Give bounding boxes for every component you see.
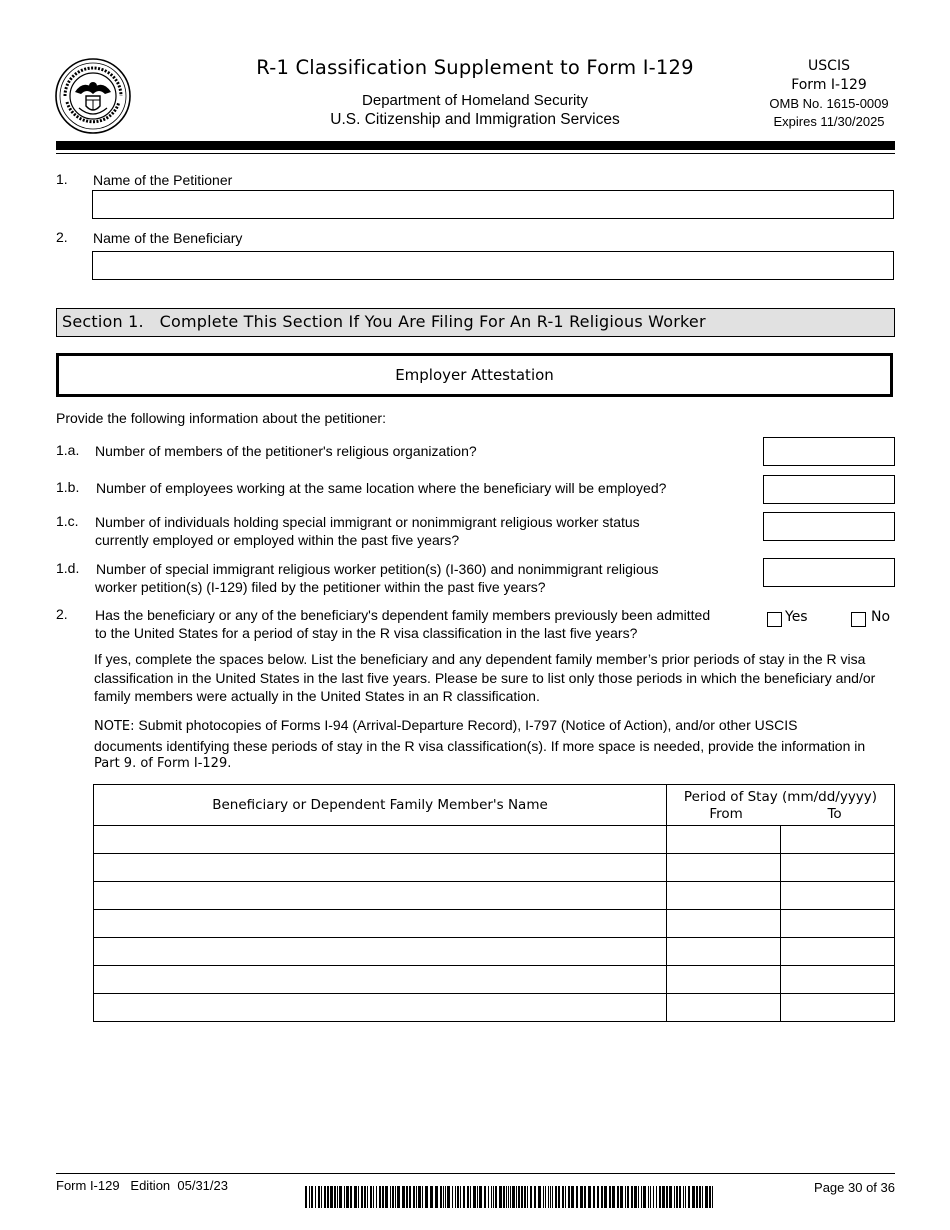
beneficiary-name-field[interactable]: [92, 251, 894, 280]
q2-number: 2.: [56, 606, 68, 622]
to-cell[interactable]: [781, 938, 895, 966]
petitioner-info-intro: Provide the following information about the petitioner:: [56, 410, 386, 426]
table-row: [94, 994, 895, 1022]
q2-yes-checkbox[interactable]: [767, 612, 782, 627]
from-cell[interactable]: [667, 826, 781, 854]
q2-line1: Has the beneficiary or any of the beneficiary's dependent family members previously been admitted: [95, 607, 711, 623]
to-column-header: To: [827, 805, 842, 822]
note-line-1: Submit photocopies of Forms I-94 (Arrival-Departure Record), I-797 (Notice of Action), and/or other USCIS: [134, 717, 798, 733]
agency-short: USCIS: [808, 58, 850, 74]
period-column-header: [667, 785, 895, 826]
note-block: [94, 716, 894, 774]
form-title: R-1 Classification Supplement to Form I-129: [256, 56, 694, 79]
from-cell[interactable]: [667, 882, 781, 910]
q1c-line1: Number of individuals holding special immigrant or nonimmigrant religious worker status: [95, 514, 640, 530]
name-cell[interactable]: [94, 910, 667, 938]
petitioner-number: 1.: [56, 171, 68, 187]
period-of-stay-table: [93, 784, 895, 1022]
table-row: [94, 882, 895, 910]
q1d-petitions-field[interactable]: [763, 558, 895, 587]
q2-no-checkbox[interactable]: [851, 612, 866, 627]
from-cell[interactable]: [667, 938, 781, 966]
q1b-number: 1.b.: [56, 479, 80, 495]
q2-line2: to the United States for a period of stay in the R visa classification in the last five years?: [95, 625, 638, 641]
instructions-line-1: If yes, complete the spaces below. List the beneficiary and any dependent family member’s prior periods of stay in the R visa: [94, 651, 866, 667]
table-row: [94, 966, 895, 994]
department-name: Department of Homeland Security: [362, 92, 588, 109]
header-divider-thin: [56, 153, 895, 154]
from-column-header: From: [709, 805, 743, 822]
q1d-line1: Number of special immigrant religious worker petition(s) (I-360) and nonimmigrant religious: [96, 561, 659, 577]
to-cell[interactable]: [781, 966, 895, 994]
from-cell[interactable]: [667, 854, 781, 882]
from-cell[interactable]: [667, 994, 781, 1022]
to-cell[interactable]: [781, 826, 895, 854]
agency-name: U.S. Citizenship and Immigration Services: [330, 111, 620, 128]
petitioner-name-field[interactable]: [92, 190, 894, 219]
from-cell[interactable]: [667, 910, 781, 938]
period-header-text: Period of Stay (mm/dd/yyyy): [683, 788, 878, 805]
q1c-number: 1.c.: [56, 513, 79, 529]
name-cell[interactable]: [94, 882, 667, 910]
name-cell[interactable]: [94, 854, 667, 882]
footer-divider: [56, 1173, 895, 1174]
q1c-individuals-field[interactable]: [763, 512, 895, 541]
instructions-line-3: family members were actually in the United States in an R classification.: [94, 688, 540, 704]
section-1-header: Section 1. Complete This Section If You Are Filing For An R-1 Religious Worker: [56, 308, 895, 337]
note-key: NOTE:: [94, 719, 135, 734]
name-cell[interactable]: [94, 826, 667, 854]
dhs-seal-icon: [55, 58, 131, 134]
beneficiary-label: Name of the Beneficiary: [93, 230, 243, 246]
to-cell[interactable]: [781, 882, 895, 910]
beneficiary-number: 2.: [56, 229, 68, 245]
petitioner-label: Name of the Petitioner: [93, 172, 233, 188]
q1d-number: 1.d.: [56, 560, 80, 576]
table-row: [94, 938, 895, 966]
q1a-number: 1.a.: [56, 442, 80, 458]
q1c-line2: currently employed or employed within the past five years?: [95, 532, 460, 548]
page-number: Page 30 of 36: [814, 1180, 895, 1195]
q1b-text: Number of employees working at the same location where the beneficiary will be employed?: [96, 480, 667, 496]
to-cell[interactable]: [781, 994, 895, 1022]
form-identifier-block: [760, 57, 898, 131]
name-cell[interactable]: [94, 966, 667, 994]
to-cell[interactable]: [781, 910, 895, 938]
instructions-line-2: classification in the United States in the last five years. Please be sure to list only those periods in which the beneficiary and/or: [94, 669, 876, 686]
q1a-text: Number of members of the petitioner's religious organization?: [95, 443, 477, 459]
form-name: Form I-129: [791, 77, 867, 93]
q2-no-label: No: [871, 609, 891, 625]
note-line-2: documents identifying these periods of stay in the R visa classification(s). If more space is needed, provide the information in: [94, 737, 866, 754]
q1a-members-field[interactable]: [763, 437, 895, 466]
name-column-header: Beneficiary or Dependent Family Member's Name: [94, 785, 667, 826]
header-divider-thick: [56, 141, 895, 150]
employer-attestation-title: Employer Attestation: [56, 353, 893, 397]
omb-number: OMB No. 1615-0009: [769, 96, 889, 111]
barcode-icon: [305, 1186, 713, 1208]
name-cell[interactable]: [94, 994, 667, 1022]
note-line-3: Part 9. of Form I-129.: [94, 756, 232, 771]
q2-yes-label: Yes: [785, 609, 808, 625]
table-row: [94, 854, 895, 882]
table-row: [94, 910, 895, 938]
q1d-line2: worker petition(s) (I-129) filed by the petitioner within the past five years?: [95, 579, 546, 595]
from-cell[interactable]: [667, 966, 781, 994]
table-row: [94, 826, 895, 854]
q1b-employees-field[interactable]: [763, 475, 895, 504]
to-cell[interactable]: [781, 854, 895, 882]
expiration-date: Expires 11/30/2025: [773, 114, 885, 129]
name-cell[interactable]: [94, 938, 667, 966]
form-edition: Form I-129 Edition 05/31/23: [56, 1178, 228, 1193]
stay-instructions: [94, 650, 894, 706]
